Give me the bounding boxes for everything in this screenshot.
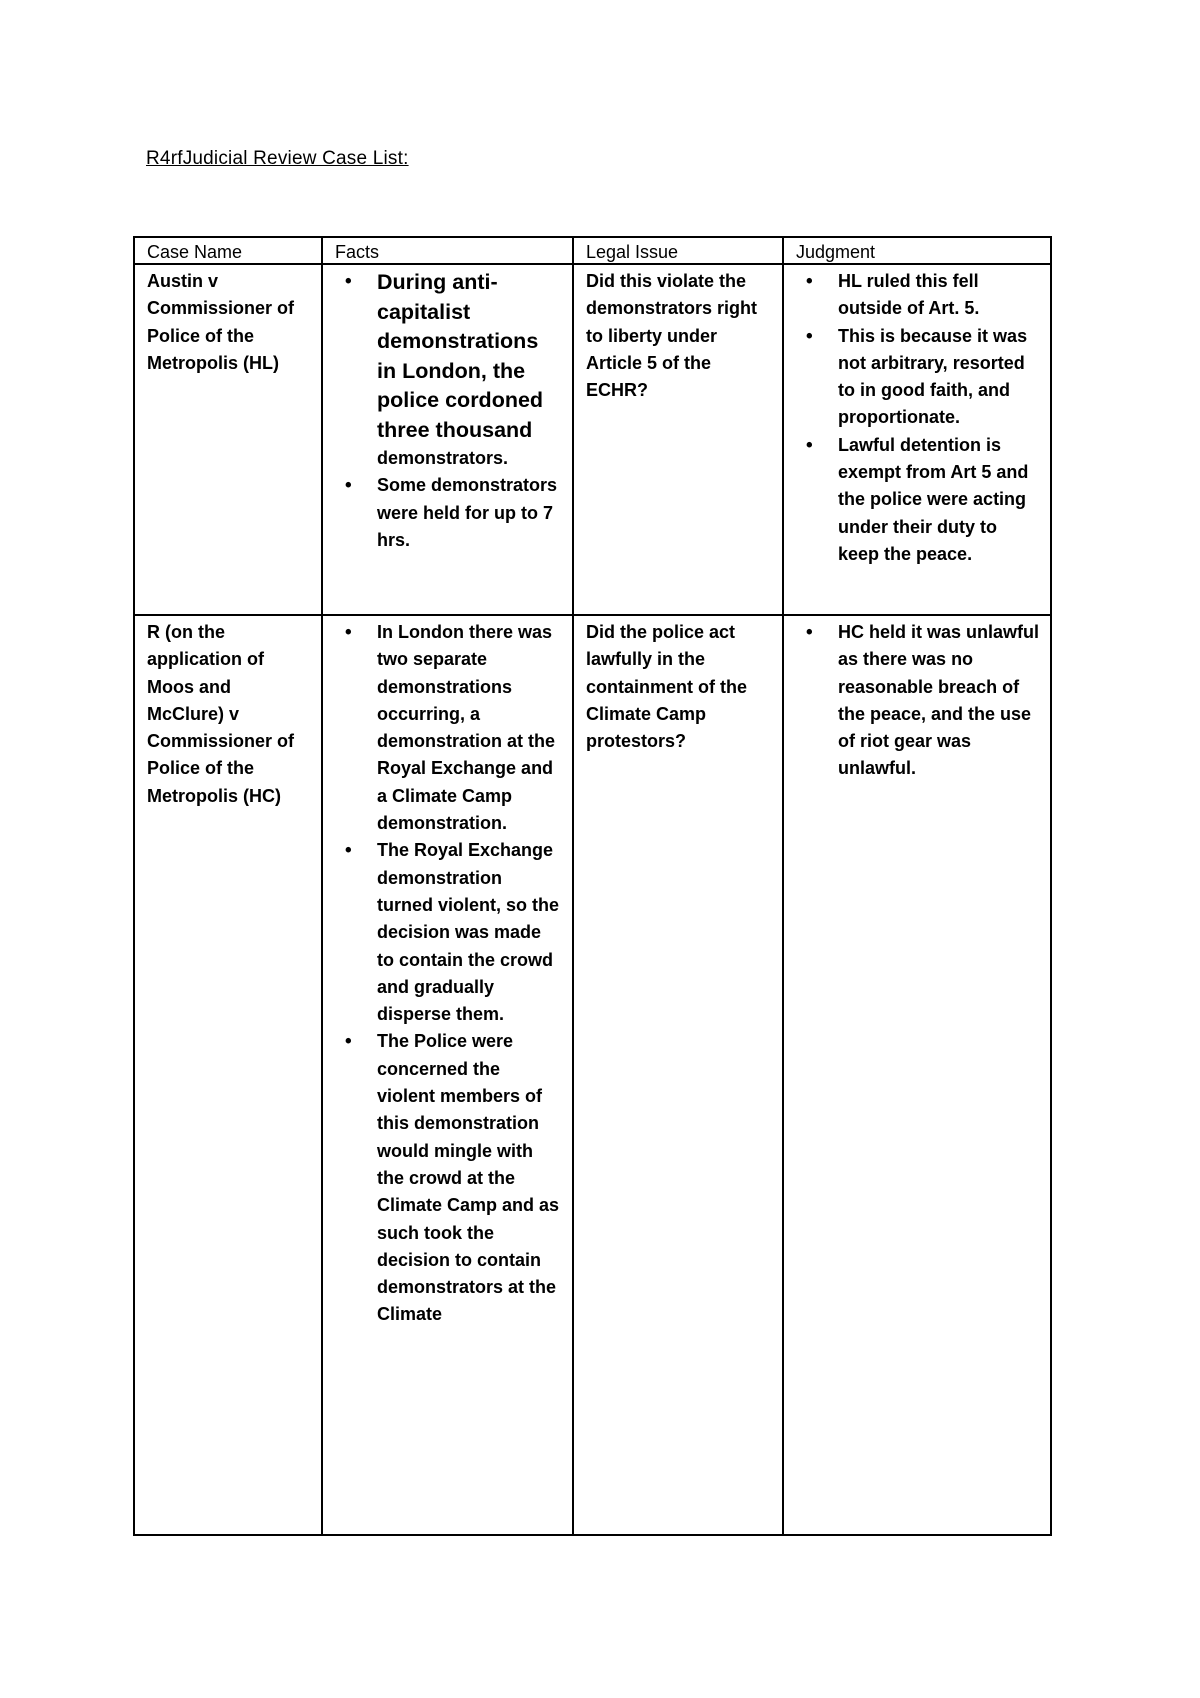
judgment-cell bbox=[783, 615, 1051, 1535]
list-item: • In London there was two separate demonstrations occurring, a demonstration at the Royal Exchange and a Climate Camp demonstration. bbox=[323, 619, 562, 837]
case-name-cell: Austin v Commissioner of Police of the Metropolis (HL) bbox=[134, 264, 322, 615]
facts-list bbox=[323, 619, 562, 1329]
fact-emphasis-text: During anti-capitalist demonstrations in London, the police cordoned three thousand bbox=[377, 270, 544, 442]
legal-issue-cell: Did this violate the demonstrators right to liberty under Article 5 of the ECHR? bbox=[573, 264, 783, 615]
header-judgment: Judgment bbox=[783, 237, 1051, 264]
page-title: R4rfJudicial Review Case List: bbox=[146, 148, 409, 169]
header-case-name: Case Name bbox=[134, 237, 322, 264]
list-item: • HL ruled this fell outside of Art. 5. bbox=[784, 268, 1040, 323]
table-row bbox=[134, 264, 1051, 615]
judgment-list bbox=[784, 268, 1040, 568]
facts-list bbox=[323, 268, 562, 554]
judgment-cell bbox=[783, 264, 1051, 615]
list-item: • The Police were concerned the violent members of this demonstration would mingle with the crowd at the Climate Camp and as such took the decision to contain demonstrators at the Climate bbox=[323, 1028, 562, 1328]
list-item bbox=[323, 268, 562, 472]
legal-issue-cell: Did the police act lawfully in the containment of the Climate Camp protestors? bbox=[573, 615, 783, 1535]
fact-text: demonstrators. bbox=[377, 448, 509, 468]
header-legal-issue: Legal Issue bbox=[573, 237, 783, 264]
case-table bbox=[133, 236, 1052, 1536]
list-item: • HC held it was unlawful as there was no reasonable breach of the peace, and the use of riot gear was unlawful. bbox=[784, 619, 1040, 783]
list-item: • The Royal Exchange demonstration turned violent, so the decision was made to contain the crowd and gradually disperse them. bbox=[323, 837, 562, 1028]
list-item: • This is because it was not arbitrary, resorted to in good faith, and proportionate. bbox=[784, 323, 1040, 432]
judgment-list bbox=[784, 619, 1040, 783]
facts-cell bbox=[322, 615, 573, 1535]
case-name-cell: R (on the application of Moos and McClure) v Commissioner of Police of the Metropolis (HC) bbox=[134, 615, 322, 1535]
list-item: • Lawful detention is exempt from Art 5 and the police were acting under their duty to keep the peace. bbox=[784, 432, 1040, 568]
table-header-row bbox=[134, 237, 1051, 264]
header-facts: Facts bbox=[322, 237, 573, 264]
list-item: • Some demonstrators were held for up to 7 hrs. bbox=[323, 472, 562, 554]
table-row bbox=[134, 615, 1051, 1535]
facts-cell bbox=[322, 264, 573, 615]
